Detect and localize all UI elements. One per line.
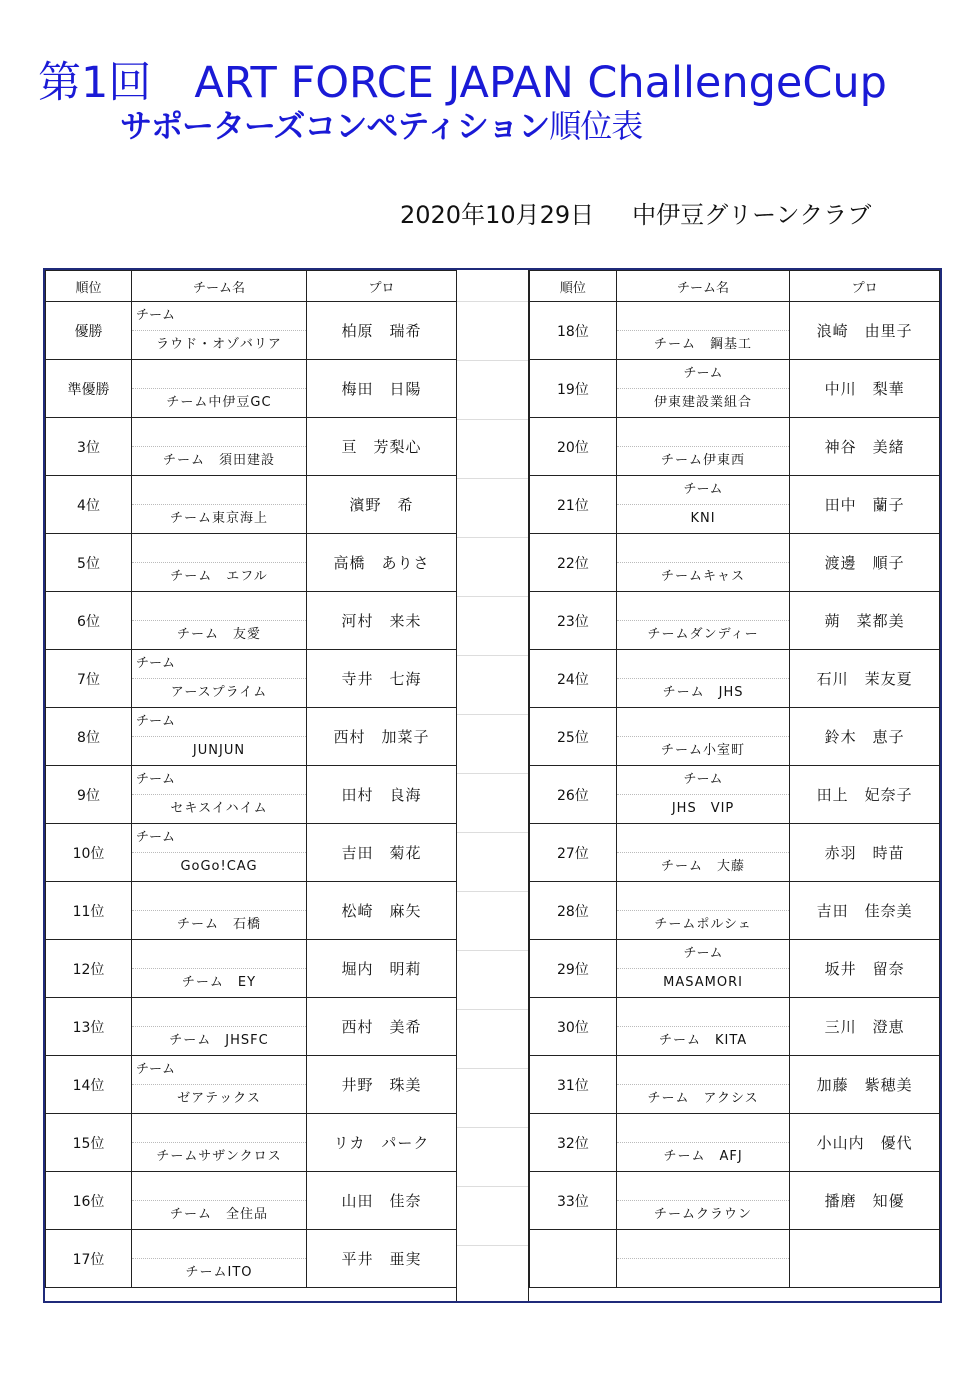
table-row: [46, 1056, 457, 1114]
rank-cell: 準優勝: [46, 360, 132, 418]
team-name-top: [617, 1056, 790, 1085]
team-name-top: [617, 1230, 790, 1259]
team-name-bottom: JUNJUN: [192, 743, 246, 758]
table-row: [530, 1230, 940, 1288]
team-name-bottom: チームサザンクロス: [156, 1149, 282, 1164]
table-header-row: [530, 271, 940, 302]
gap-divider: [457, 301, 528, 302]
pro-name-cell: 神谷 美緒: [790, 418, 940, 476]
event-date: 2020年10月29日: [400, 201, 595, 229]
table-row: [46, 534, 457, 592]
pro-name-cell: 井野 珠美: [307, 1056, 457, 1114]
team-cell: [132, 476, 307, 534]
rank-cell: 31位: [530, 1056, 617, 1114]
table-header-row: [46, 271, 457, 302]
team-name-bottom: チーム 全住品: [169, 1207, 268, 1222]
team-cell: [132, 418, 307, 476]
subtitle-suffix: 順位表: [549, 107, 643, 145]
table-row: [46, 1172, 457, 1230]
header-rank: 順位: [46, 271, 132, 302]
team-name-top: チーム: [617, 476, 790, 505]
pro-name-cell: 西村 加菜子: [307, 708, 457, 766]
table-row: [46, 592, 457, 650]
pro-name-cell: 加藤 紫穂美: [790, 1056, 940, 1114]
team-cell: [132, 824, 307, 882]
team-name-bottom: チーム EY: [181, 975, 257, 990]
rank-cell: 30位: [530, 998, 617, 1056]
table-row: [530, 534, 940, 592]
team-cell: [132, 302, 307, 360]
team-cell: [132, 998, 307, 1056]
table-row: [530, 824, 940, 882]
team-name-top: [617, 302, 790, 331]
pro-name-cell: 田上 妃奈子: [790, 766, 940, 824]
team-name-bottom: チーム AFJ: [663, 1149, 743, 1164]
team-name-bottom: [617, 1259, 790, 1287]
team-cell: [132, 1056, 307, 1114]
rank-cell: 4位: [46, 476, 132, 534]
team-name-top: [132, 998, 306, 1027]
pro-name-cell: 坂井 留奈: [790, 940, 940, 998]
table-row: [530, 1114, 940, 1172]
team-name-top: チーム: [617, 940, 790, 969]
team-name-top: チーム: [132, 824, 306, 853]
rank-cell: 14位: [46, 1056, 132, 1114]
table-row: [530, 650, 940, 708]
rank-cell: 29位: [530, 940, 617, 998]
team-cell: [132, 882, 307, 940]
gap-divider: [457, 596, 528, 597]
team-name-bottom: ゼアテックス: [177, 1091, 261, 1106]
team-name-bottom: チーム 石橋: [176, 917, 261, 932]
team-name-top: [617, 418, 790, 447]
rank-cell: 23位: [530, 592, 617, 650]
pro-name-cell: 平井 亜実: [307, 1230, 457, 1288]
team-cell: [616, 1114, 790, 1172]
team-name-top: [132, 360, 306, 389]
team-cell: [132, 592, 307, 650]
header-rank: 順位: [530, 271, 617, 302]
team-cell: [616, 650, 790, 708]
team-name-bottom: GoGo!CAG: [180, 859, 258, 874]
pro-name-cell: 渡邊 順子: [790, 534, 940, 592]
team-cell: [132, 534, 307, 592]
team-name-top: [132, 1172, 306, 1201]
pro-name-cell: 吉田 菊花: [307, 824, 457, 882]
gap-divider: [457, 419, 528, 420]
team-name-top: [617, 1172, 790, 1201]
team-name-bottom: チーム東京海上: [169, 511, 268, 526]
gap-divider: [457, 1068, 528, 1069]
team-name-top: [132, 476, 306, 505]
table-gap-column: [456, 270, 529, 1301]
gap-divider: [457, 832, 528, 833]
pro-name-cell: 田村 良海: [307, 766, 457, 824]
team-name-top: チーム: [132, 650, 306, 679]
table-row: [530, 766, 940, 824]
pro-name-cell: 堀内 明莉: [307, 940, 457, 998]
pro-name-cell: 濱野 希: [307, 476, 457, 534]
gap-divider: [457, 950, 528, 951]
team-name-top: [617, 534, 790, 563]
table-row: [530, 882, 940, 940]
header-team: チーム名: [616, 271, 790, 302]
team-name-bottom: チーム エフル: [170, 569, 268, 584]
team-cell: [616, 592, 790, 650]
team-name-bottom: アースプライム: [170, 685, 268, 700]
pro-name-cell: 吉田 佳奈美: [790, 882, 940, 940]
table-row: [46, 302, 457, 360]
team-name-top: [617, 824, 790, 853]
ranking-table-frame: [43, 268, 942, 1303]
team-name-bottom: チーム 大藤: [661, 859, 746, 874]
team-name-top: チーム: [132, 302, 306, 331]
gap-divider: [457, 773, 528, 774]
pro-name-cell: 松崎 麻矢: [307, 882, 457, 940]
rank-cell: 5位: [46, 534, 132, 592]
table-row: [46, 476, 457, 534]
team-cell: [132, 708, 307, 766]
table-row: [46, 1114, 457, 1172]
team-cell: [616, 940, 790, 998]
rank-cell: 12位: [46, 940, 132, 998]
rank-cell: 17位: [46, 1230, 132, 1288]
pro-name-cell: 寺井 七海: [307, 650, 457, 708]
pro-name-cell: 播磨 知優: [790, 1172, 940, 1230]
team-name-top: チーム: [132, 708, 306, 737]
rank-cell: 3位: [46, 418, 132, 476]
table-row: [46, 766, 457, 824]
team-cell: [132, 360, 307, 418]
rank-cell: 24位: [530, 650, 617, 708]
table-row: [46, 824, 457, 882]
team-name-top: [617, 708, 790, 737]
team-name-top: チーム: [617, 766, 790, 795]
page-title: 第1回 ART FORCE JAPAN ChallengeCup: [38, 58, 887, 108]
team-name-bottom: JHS VIP: [671, 801, 735, 816]
pro-name-cell: 蒴 菜都美: [790, 592, 940, 650]
team-cell: [132, 1230, 307, 1288]
table-row: [530, 476, 940, 534]
table-row: [530, 708, 940, 766]
rank-cell: 20位: [530, 418, 617, 476]
pro-name-cell: 浪崎 由里子: [790, 302, 940, 360]
rank-cell: 18位: [530, 302, 617, 360]
rank-cell: 13位: [46, 998, 132, 1056]
header-pro: プロ: [790, 271, 940, 302]
team-name-top: [132, 592, 306, 621]
header-team: チーム名: [132, 271, 307, 302]
team-cell: [616, 766, 790, 824]
team-name-bottom: 伊東建設業組合: [654, 395, 753, 410]
rank-cell: 25位: [530, 708, 617, 766]
rank-cell: 8位: [46, 708, 132, 766]
table-row: [46, 708, 457, 766]
pro-name-cell: 梅田 日陽: [307, 360, 457, 418]
table-row: [530, 360, 940, 418]
pro-name-cell: リカ パーク: [307, 1114, 457, 1172]
team-cell: [616, 998, 790, 1056]
table-row: [530, 1172, 940, 1230]
rank-cell: 7位: [46, 650, 132, 708]
rank-cell: 27位: [530, 824, 617, 882]
rank-cell: 26位: [530, 766, 617, 824]
gap-divider: [457, 360, 528, 361]
rank-cell: 22位: [530, 534, 617, 592]
team-name-bottom: KNI: [690, 511, 716, 526]
team-name-top: [132, 940, 306, 969]
team-cell: [616, 360, 790, 418]
team-name-top: チーム: [617, 360, 790, 389]
pro-name-cell: 西村 美希: [307, 998, 457, 1056]
rank-cell: 9位: [46, 766, 132, 824]
team-cell: [132, 650, 307, 708]
gap-divider: [457, 1245, 528, 1246]
team-name-top: チーム: [132, 1056, 306, 1085]
team-cell: [616, 882, 790, 940]
gap-divider: [457, 1186, 528, 1187]
team-name-bottom: セキスイハイム: [170, 801, 268, 816]
rank-cell: 33位: [530, 1172, 617, 1230]
subtitle-bold: サポーターズコンペティション: [120, 107, 550, 145]
team-name-bottom: ラウド・オゾバリア: [156, 337, 282, 352]
team-cell: [616, 302, 790, 360]
gap-divider: [457, 1009, 528, 1010]
team-name-top: [132, 882, 306, 911]
team-name-top: [132, 418, 306, 447]
gap-divider: [457, 1127, 528, 1128]
rank-cell: 16位: [46, 1172, 132, 1230]
table-row: [46, 940, 457, 998]
team-name-bottom: MASAMORI: [663, 975, 743, 990]
team-name-top: [132, 534, 306, 563]
team-cell: [616, 1230, 790, 1288]
team-cell: [616, 824, 790, 882]
gap-divider: [457, 655, 528, 656]
rank-cell: 10位: [46, 824, 132, 882]
team-name-bottom: チーム 友愛: [176, 627, 261, 642]
team-name-bottom: チームポルシェ: [654, 917, 752, 932]
team-cell: [132, 1114, 307, 1172]
team-name-top: チーム: [132, 766, 306, 795]
team-name-top: [617, 882, 790, 911]
page-subtitle: [120, 106, 920, 146]
header-pro: プロ: [307, 271, 457, 302]
team-cell: [616, 1172, 790, 1230]
team-name-top: [617, 592, 790, 621]
pro-name-cell: 石川 茉友夏: [790, 650, 940, 708]
team-name-bottom: チームダンディー: [647, 627, 759, 642]
team-name-bottom: チーム KITA: [658, 1033, 748, 1048]
team-cell: [616, 476, 790, 534]
rank-cell: 11位: [46, 882, 132, 940]
table-row: [46, 650, 457, 708]
rank-cell: 32位: [530, 1114, 617, 1172]
team-name-bottom: チームキャス: [661, 569, 746, 584]
team-cell: [616, 1056, 790, 1114]
team-name-top: [617, 998, 790, 1027]
team-name-bottom: チーム中伊豆GC: [166, 395, 272, 410]
team-name-bottom: チーム小室町: [661, 743, 746, 758]
ranking-table-right: [529, 270, 940, 1288]
pro-name-cell: 高橋 ありさ: [307, 534, 457, 592]
pro-name-cell: 小山内 優代: [790, 1114, 940, 1172]
team-cell: [616, 534, 790, 592]
ranking-table-left: [45, 270, 457, 1288]
team-name-bottom: チーム JHSFC: [169, 1033, 269, 1048]
pro-name-cell: 河村 来未: [307, 592, 457, 650]
gap-divider: [457, 478, 528, 479]
table-row: [46, 360, 457, 418]
table-row: [530, 998, 940, 1056]
table-row: [46, 418, 457, 476]
team-name-top: [617, 1114, 790, 1143]
team-name-bottom: チーム アクシス: [647, 1091, 759, 1106]
pro-name-cell: 赤羽 時苗: [790, 824, 940, 882]
team-cell: [132, 940, 307, 998]
pro-name-cell: 山田 佳奈: [307, 1172, 457, 1230]
pro-name-cell: 柏原 瑞希: [307, 302, 457, 360]
pro-name-cell: [790, 1230, 940, 1288]
pro-name-cell: 田中 蘭子: [790, 476, 940, 534]
team-name-top: [132, 1230, 306, 1259]
team-name-bottom: チームITO: [185, 1265, 253, 1280]
pro-name-cell: 中川 梨華: [790, 360, 940, 418]
team-cell: [616, 708, 790, 766]
table-row: [530, 592, 940, 650]
table-row: [46, 882, 457, 940]
date-venue-line: [400, 198, 871, 232]
table-row: [530, 940, 940, 998]
team-name-bottom: チームクラウン: [654, 1207, 753, 1222]
gap-divider: [457, 714, 528, 715]
gap-divider: [457, 891, 528, 892]
pro-name-cell: 亘 芳梨心: [307, 418, 457, 476]
team-name-bottom: チーム JHS: [662, 685, 744, 700]
table-row: [530, 302, 940, 360]
team-cell: [616, 418, 790, 476]
team-name-bottom: チーム 鋼基工: [654, 337, 753, 352]
pro-name-cell: 鈴木 恵子: [790, 708, 940, 766]
rank-cell: 19位: [530, 360, 617, 418]
team-name-top: [617, 650, 790, 679]
team-name-bottom: チーム伊東西: [661, 453, 746, 468]
rank-cell: 15位: [46, 1114, 132, 1172]
table-row: [530, 418, 940, 476]
rank-cell: 優勝: [46, 302, 132, 360]
rank-cell: 6位: [46, 592, 132, 650]
event-venue: 中伊豆グリーンクラブ: [632, 201, 872, 229]
table-row: [46, 998, 457, 1056]
team-name-bottom: チーム 須田建設: [162, 453, 275, 468]
rank-cell: 28位: [530, 882, 617, 940]
pro-name-cell: 三川 澄恵: [790, 998, 940, 1056]
gap-divider: [457, 537, 528, 538]
rank-cell: [530, 1230, 617, 1288]
team-cell: [132, 1172, 307, 1230]
team-cell: [132, 766, 307, 824]
table-row: [46, 1230, 457, 1288]
rank-cell: 21位: [530, 476, 617, 534]
table-row: [530, 1056, 940, 1114]
team-name-top: [132, 1114, 306, 1143]
